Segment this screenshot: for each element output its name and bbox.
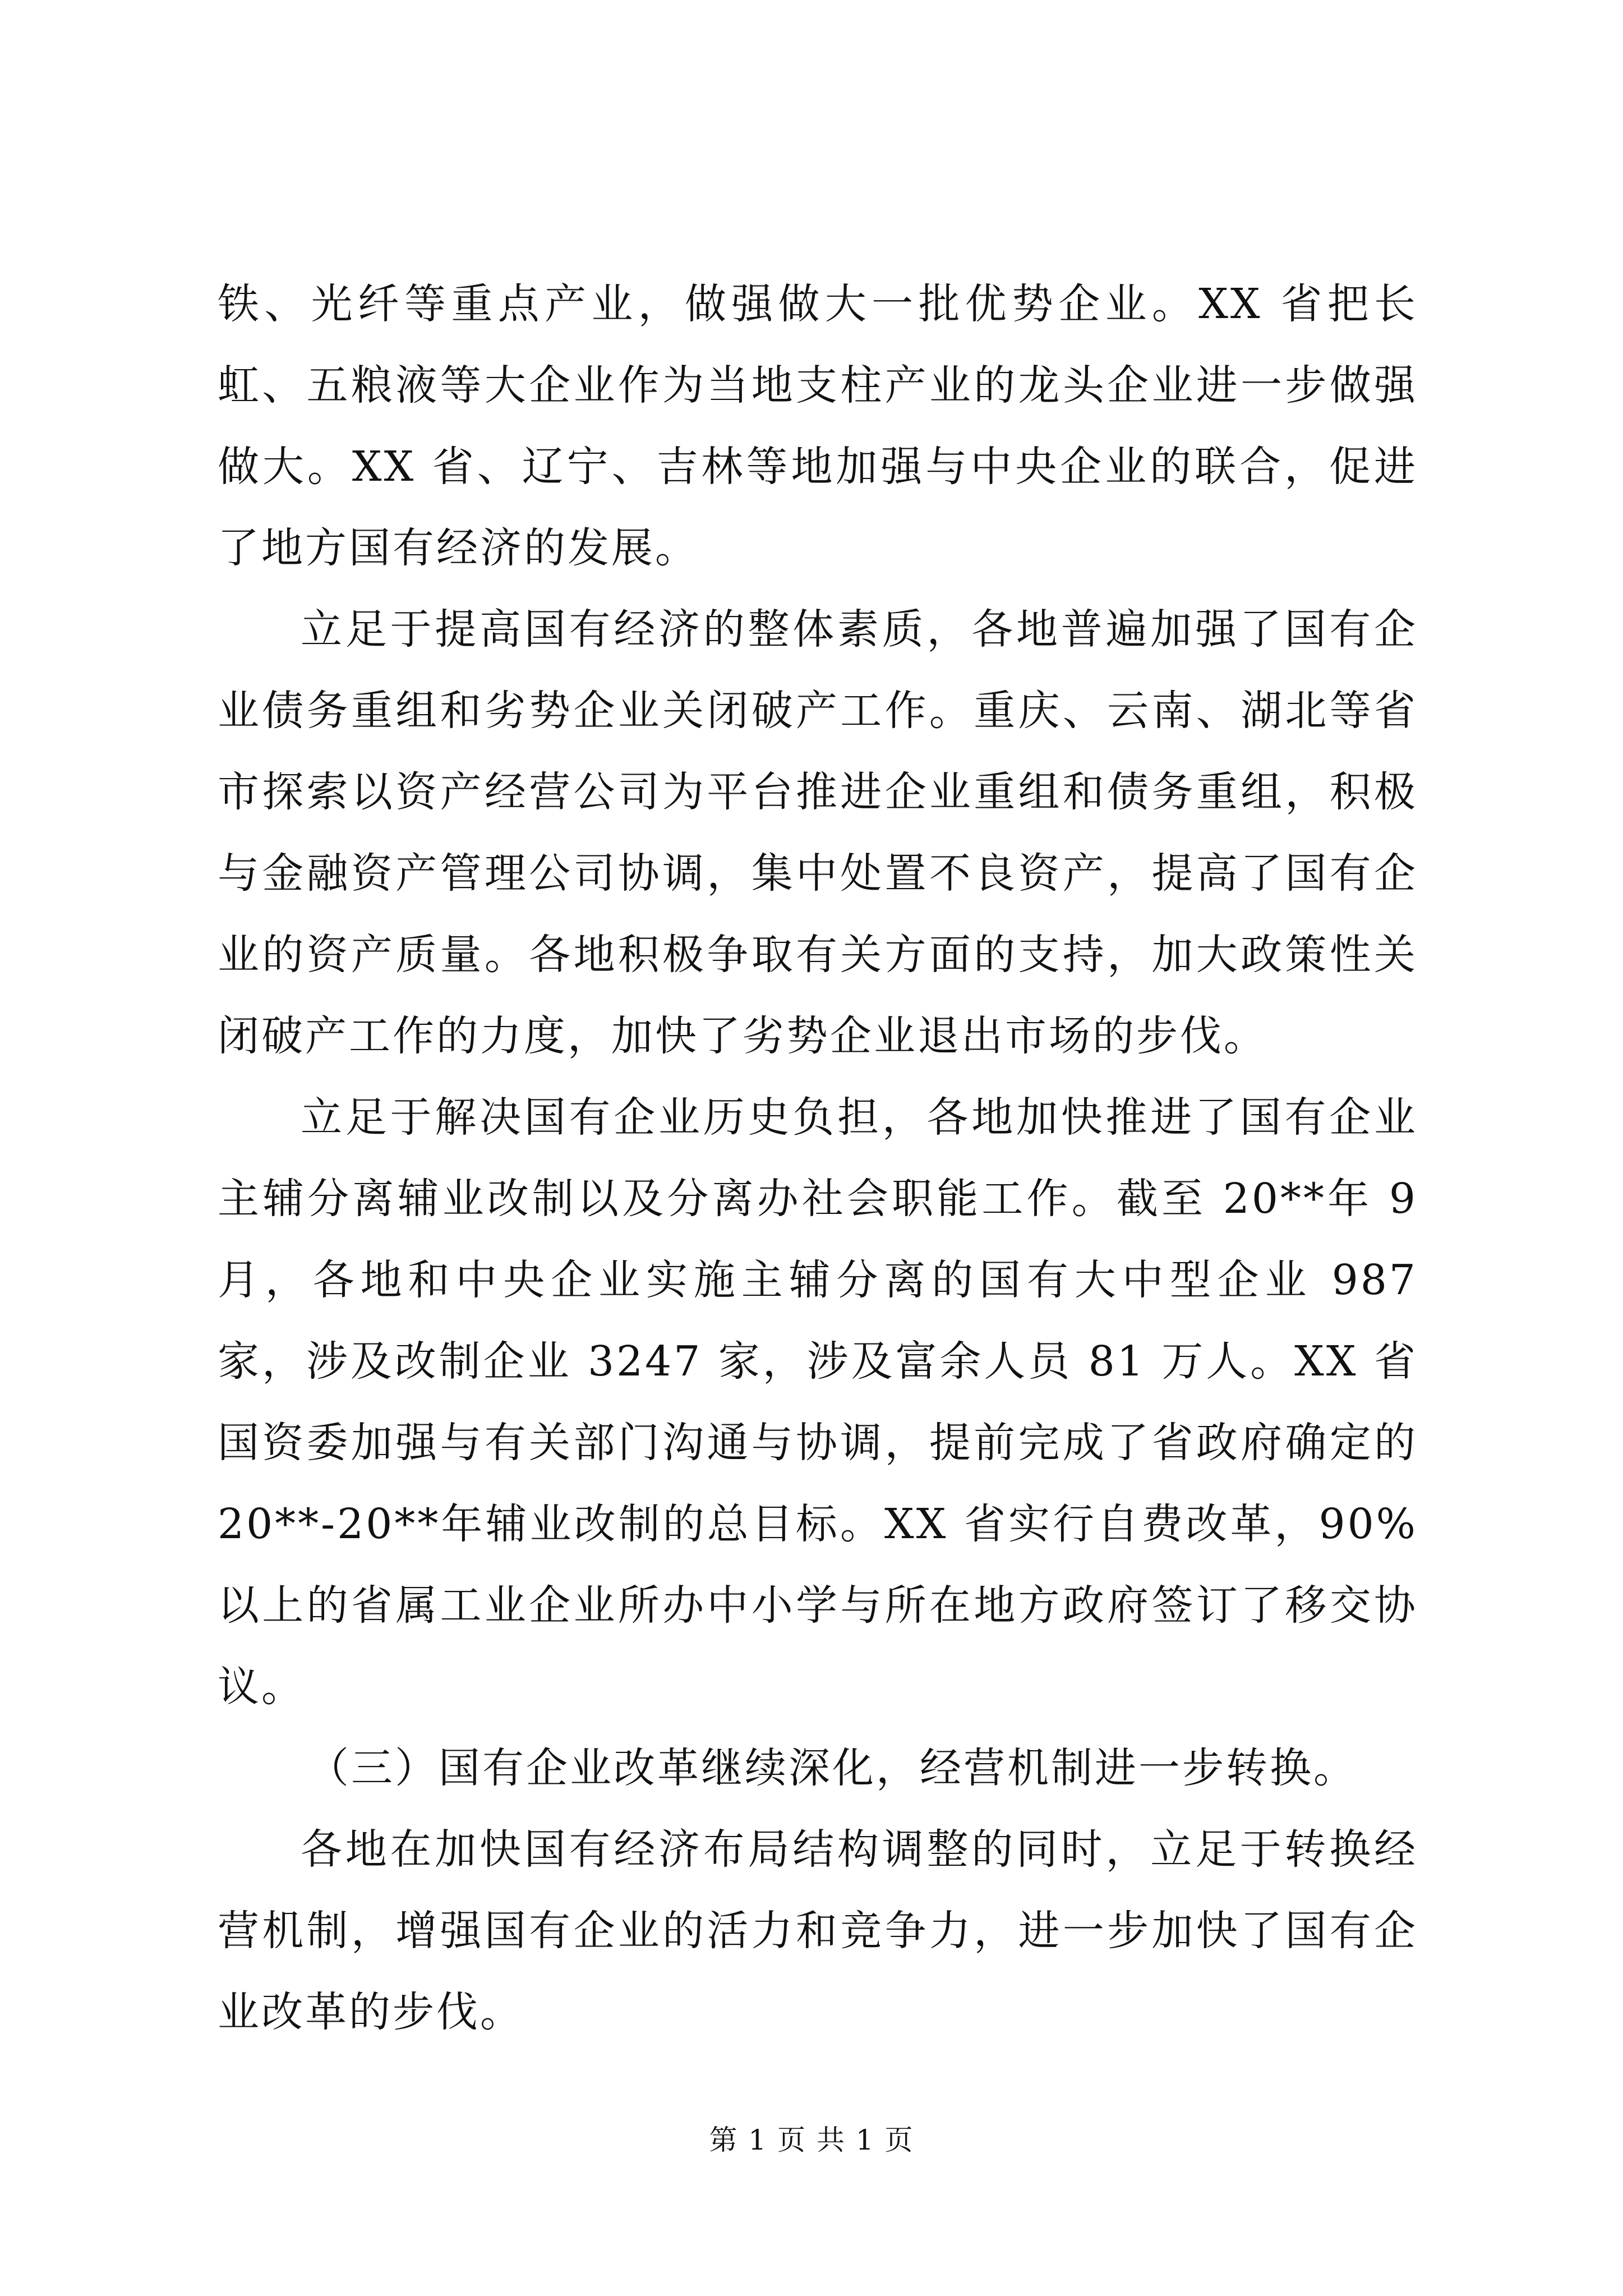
section-heading: （三）国有企业改革继续深化，经营机制进一步转换。 — [307, 1744, 1357, 1792]
paragraph-mechanism-reform: 各地在加快国有经济布局结构调整的同时，立足于转换经营机制，增强国有企业的活力和竞争力，进一步加快了国有企业改革的步伐。 — [218, 1825, 1418, 2036]
paragraph-continuation: 铁、光纤等重点产业，做强做大一批优势企业。XX 省把长虹、五粮液等大企业作为当地支柱产业的龙头企业进一步做强做大。XX 省、辽宁、吉林等地加强与中央企业的联合，促进了地方国有经济的发展。 — [218, 280, 1418, 572]
document-body — [218, 264, 1418, 2053]
paragraph-debt-restructuring: 立足于提高国有经济的整体素质，各地普遍加强了国有企业债务重组和劣势企业关闭破产工作。重庆、云南、湖北等省市探索以资产经营公司为平台推进企业重组和债务重组，积极与金融资产管理公司协调，集中处置不良资产，提高了国有企业的资产质量。各地积极争取有关方面的支持，加大政策性关闭破产工作的力度，加快了劣势企业退出市场的步伐。 — [218, 605, 1418, 1060]
page-number: 第 1 页 共 1 页 — [709, 2124, 914, 2156]
page-footer — [0, 2123, 1623, 2157]
paragraph-historical-burden: 立足于解决国有企业历史负担，各地加快推进了国有企业主辅分离辅业改制以及分离办社会职能工作。截至 20**年 9 月，各地和中央企业实施主辅分离的国有大中型企业 987 家，涉及改制企业 3247 家，涉及富余人员 81 万人。XX 省国资委加强与有关部门沟通与协调，提前完成了省政府确定的 20**-20**年辅业改制的总目标。XX 省实行自费改革，90%以上的省属工业企业所办中小学与所在地方政府签订了移交协议。 — [218, 1093, 1418, 1711]
